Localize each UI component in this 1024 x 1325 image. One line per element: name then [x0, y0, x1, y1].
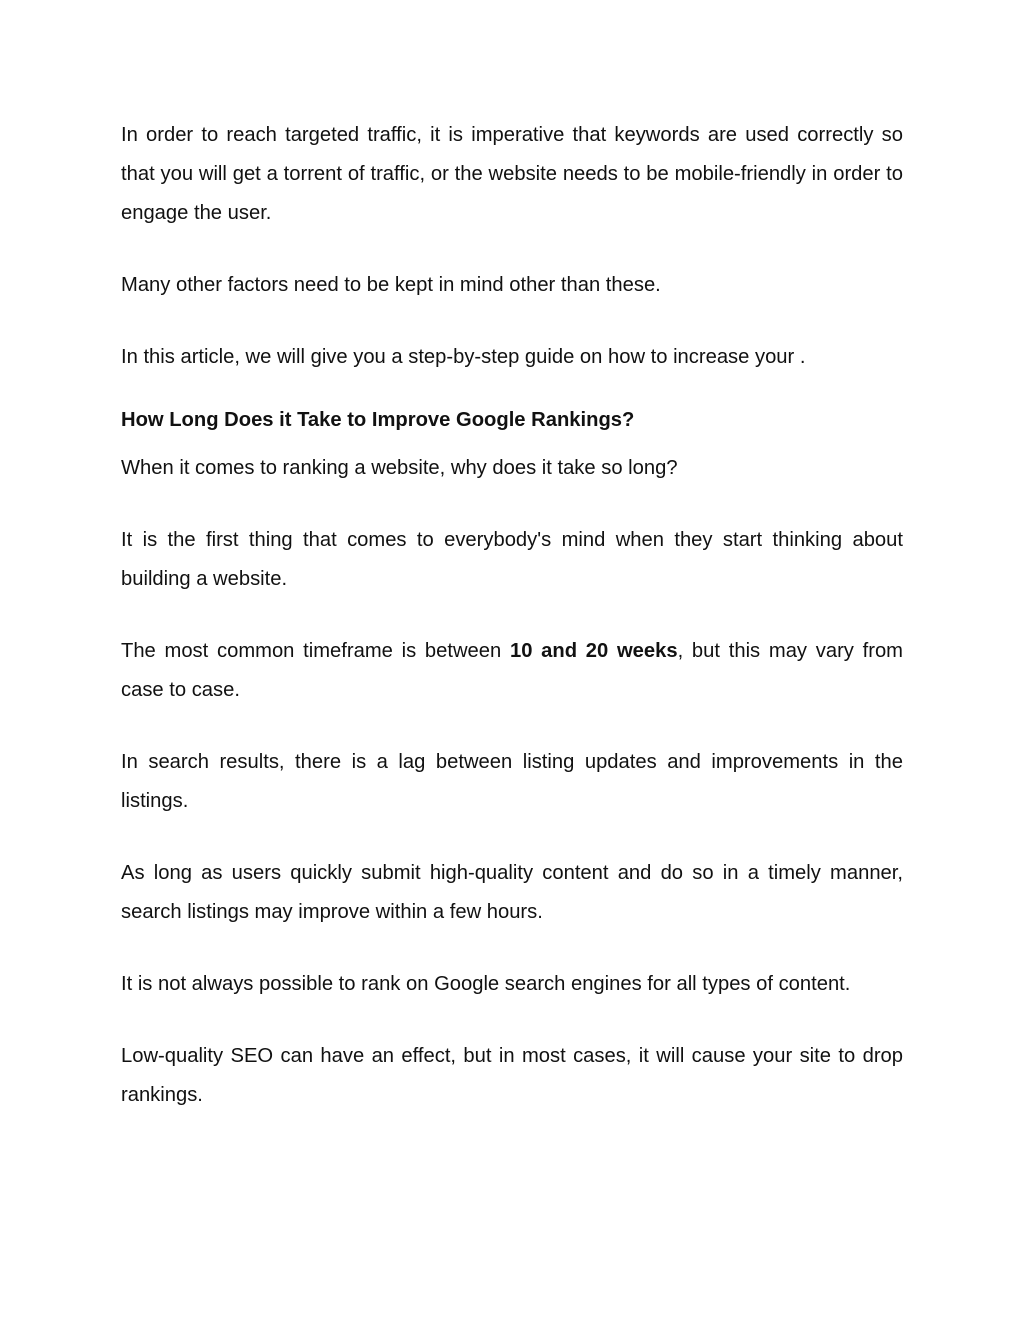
timeframe-text-end: , but this may vary from case to case.	[121, 640, 903, 701]
section-heading: How Long Does it Take to Improve Google Rankings?	[121, 409, 635, 431]
paragraph-low-quality-seo: Low-quality SEO can have an effect, but in most cases, it will cause your site to drop rankings.	[121, 1045, 903, 1106]
paragraph-timeframe	[121, 632, 903, 710]
paragraph-quick-submit: As long as users quickly submit high-quality content and do so in a timely manner, search listings may improve within a few hours.	[121, 862, 903, 923]
paragraph-other-factors: Many other factors need to be kept in mind other than these.	[121, 274, 661, 296]
spacer	[121, 821, 903, 854]
paragraph-not-always-possible: It is not always possible to rank on Google search engines for all types of content.	[121, 973, 851, 995]
paragraph-search-lag: In search results, there is a lag between listing updates and improvements in the listings.	[121, 751, 903, 812]
spacer	[121, 488, 903, 521]
spacer	[121, 1004, 903, 1037]
paragraph-article-intro: In this article, we will give you a step-by-step guide on how to increase your .	[121, 346, 806, 368]
spacer	[121, 599, 903, 632]
spacer	[121, 233, 903, 266]
paragraph-ranking-question: When it comes to ranking a website, why does it take so long?	[121, 457, 678, 479]
spacer	[121, 305, 903, 338]
spacer	[121, 435, 903, 449]
spacer	[121, 377, 903, 405]
paragraph-first-thing: It is the first thing that comes to everybody's mind when they start thinking about building a website.	[121, 529, 903, 590]
timeframe-bold: 10 and 20 weeks	[509, 640, 678, 662]
spacer	[121, 932, 903, 965]
timeframe-text-start: The most common timeframe is between	[121, 640, 510, 662]
document-page	[121, 116, 903, 1115]
spacer	[121, 710, 903, 743]
paragraph-targeted-traffic: In order to reach targeted traffic, it is imperative that keywords are used correctly so that you will get a torrent of traffic, or the website needs to be mobile-friendly in order to engage the user.	[121, 124, 903, 224]
